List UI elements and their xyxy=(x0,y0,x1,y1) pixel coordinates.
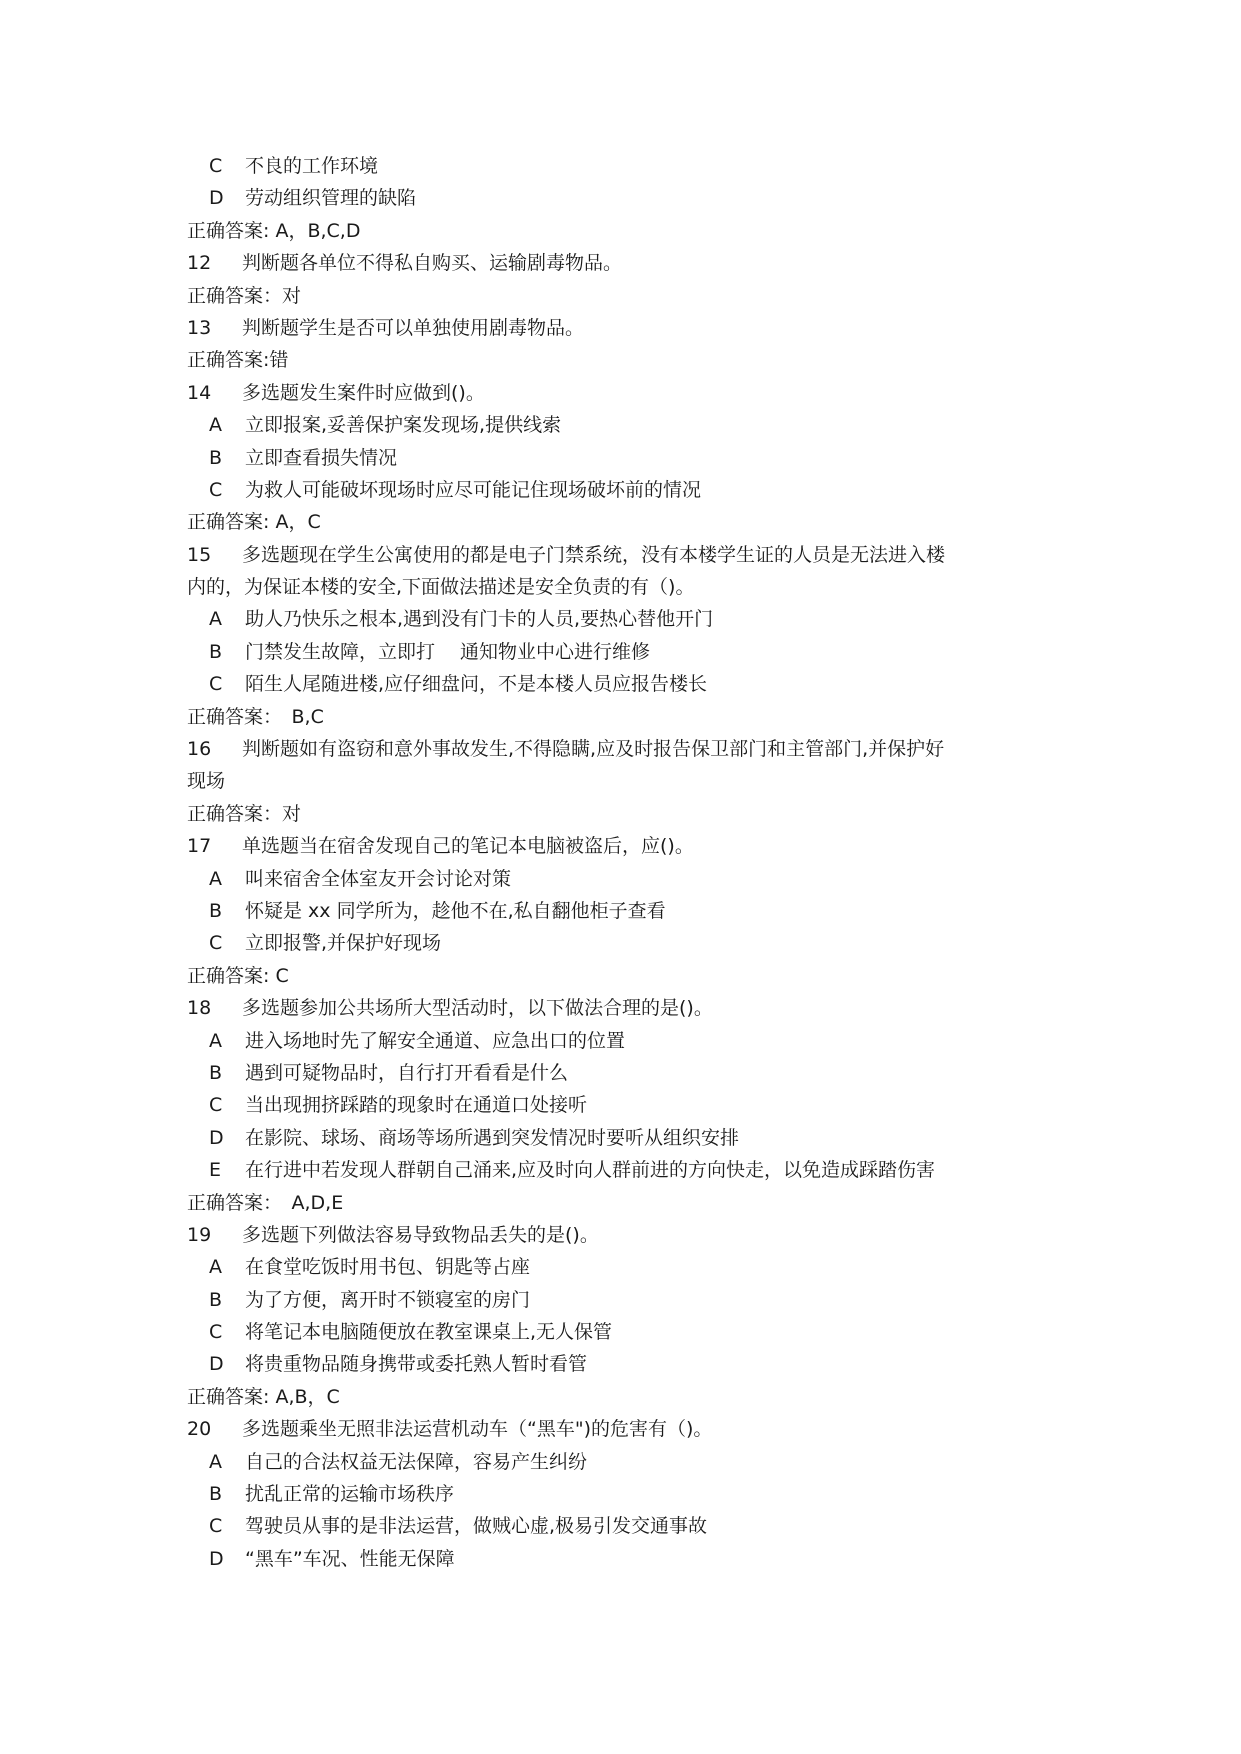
answer-option xyxy=(187,1122,1057,1154)
correct-answer: 正确答案： B,C xyxy=(187,705,324,728)
question-text: 判断题学生是否可以单独使用剧毒物品。 xyxy=(242,316,585,339)
correct-answer: 正确答案:错 xyxy=(187,349,289,372)
option-text: 陌生人尾随进楼,应仔细盘问，不是本楼人员应报告楼长 xyxy=(245,673,708,696)
option-letter: B xyxy=(209,899,223,922)
option-letter: B xyxy=(209,1483,223,1506)
question-number: 17 xyxy=(187,835,212,858)
option-letter: C xyxy=(209,478,223,501)
question-text: 多选题现在学生公寓使用的都是电子门禁系统，没有本楼学生证的人员是无法进入楼 xyxy=(242,543,946,566)
option-letter: B xyxy=(209,1288,223,1311)
option-text: 怀疑是 xx 同学所为，趁他不在,私自翻他柜子查看 xyxy=(245,899,666,922)
question-number: 14 xyxy=(187,381,212,404)
answer-option xyxy=(187,1057,1057,1089)
answer-option xyxy=(187,1478,1057,1510)
option-letter: A xyxy=(209,414,222,437)
question-text: 多选题乘坐无照非法运营机动车（“黑车")的危害有（)。 xyxy=(242,1418,713,1441)
document-page xyxy=(187,150,1057,1575)
answer-option xyxy=(187,927,1057,959)
option-letter: D xyxy=(209,1353,224,1376)
option-text: 将贵重物品随身携带或委托熟人暂时看管 xyxy=(245,1353,588,1376)
question-text: 多选题参加公共场所大型活动时，以下做法合理的是()。 xyxy=(242,997,713,1020)
option-text: 自己的合法权益无法保障，容易产生纠纷 xyxy=(245,1450,588,1473)
option-text: 立即报警,并保护好现场 xyxy=(245,932,442,955)
option-text: 不良的工作环境 xyxy=(245,155,379,177)
option-text: 为救人可能破坏现场时应尽可能记住现场破坏前的情况 xyxy=(245,478,702,501)
option-letter: D xyxy=(209,1126,224,1149)
answer-option xyxy=(187,474,1057,506)
question-line xyxy=(187,377,1057,409)
option-letter: B xyxy=(209,640,223,663)
answer-option xyxy=(187,1154,1057,1186)
answer-option xyxy=(187,636,1057,668)
option-letter: B xyxy=(209,446,223,469)
option-text: 遇到可疑物品时，自行打开看看是什么 xyxy=(245,1061,569,1084)
option-letter: D xyxy=(209,1547,224,1570)
question-line xyxy=(187,247,1057,279)
option-text: 进入场地时先了解安全通道、应急出口的位置 xyxy=(245,1029,626,1052)
option-letter: E xyxy=(209,1159,222,1182)
answer-option xyxy=(187,1089,1057,1121)
answer-option xyxy=(187,1316,1057,1348)
correct-answer: 正确答案: A，B,C,D xyxy=(187,219,361,242)
question-text-continued: 内的，为保证本楼的安全,下面做法描述是安全负责的有（)。 xyxy=(187,576,695,599)
answer-option xyxy=(187,1446,1057,1478)
correct-answer: 正确答案：对 xyxy=(187,802,302,825)
question-line xyxy=(187,830,1057,862)
answer-option xyxy=(187,1543,1057,1575)
option-letter: C xyxy=(209,1094,223,1117)
answer-option xyxy=(187,895,1057,927)
question-line xyxy=(187,1413,1057,1445)
option-letter: A xyxy=(209,1256,222,1279)
correct-answer: 正确答案： A,D,E xyxy=(187,1191,344,1214)
option-text: 当出现拥挤踩踏的现象时在通道口处接听 xyxy=(245,1094,588,1117)
option-text: 叫来宿舍全体室友开会讨论对策 xyxy=(245,867,512,890)
correct-answer: 正确答案: C xyxy=(187,964,289,987)
question-text: 判断题如有盗窃和意外事故发生,不得隐瞒,应及时报告保卫部门和主管部门,并保护好 xyxy=(242,738,945,761)
answer-option xyxy=(187,150,1057,182)
option-text: 劳动组织管理的缺陷 xyxy=(245,187,417,210)
option-text: 在食堂吃饭时用书包、钥匙等占座 xyxy=(245,1256,531,1279)
option-letter: C xyxy=(209,932,223,955)
option-letter: B xyxy=(209,1061,223,1084)
option-text: 在影院、球场、商场等场所遇到突发情况时要听从组织安排 xyxy=(245,1126,740,1149)
option-text: “黑车”车况、性能无保障 xyxy=(245,1547,455,1570)
option-text: 驾驶员从事的是非法运营，做贼心虚,极易引发交通事故 xyxy=(245,1515,708,1538)
answer-option xyxy=(187,1251,1057,1283)
option-text: 将笔记本电脑随便放在教室课桌上,无人保管 xyxy=(245,1321,613,1344)
answer-option xyxy=(187,603,1057,635)
question-line xyxy=(187,992,1057,1024)
answer-option xyxy=(187,668,1057,700)
option-text: 立即查看损失情况 xyxy=(245,446,398,469)
question-number: 15 xyxy=(187,543,212,566)
question-line xyxy=(187,1219,1057,1251)
correct-answer: 正确答案: A,B，C xyxy=(187,1385,340,1408)
question-line xyxy=(187,733,1057,765)
correct-answer: 正确答案: A，C xyxy=(187,511,321,534)
option-text: 扰乱正常的运输市场秩序 xyxy=(245,1483,455,1506)
question-number: 18 xyxy=(187,997,212,1020)
option-letter: D xyxy=(209,187,224,210)
question-text: 多选题下列做法容易导致物品丢失的是()。 xyxy=(242,1223,599,1246)
answer-option xyxy=(187,1348,1057,1380)
answer-option xyxy=(187,1510,1057,1542)
answer-option xyxy=(187,409,1057,441)
question-text-continued: 现场 xyxy=(187,770,226,793)
correct-answer: 正确答案：对 xyxy=(187,284,302,307)
option-letter: A xyxy=(209,608,222,631)
option-text: 在行进中若发现人群朝自己涌来,应及时向人群前进的方向快走，以免造成踩踏伤害 xyxy=(245,1159,936,1182)
option-text: 助人乃快乐之根本,遇到没有门卡的人员,要热心替他开门 xyxy=(245,608,714,631)
question-text: 单选题当在宿舍发现自己的笔记本电脑被盗后，应()。 xyxy=(242,835,694,858)
option-letter: A xyxy=(209,867,222,890)
question-number: 12 xyxy=(187,252,212,275)
answer-option xyxy=(187,863,1057,895)
option-letter: C xyxy=(209,155,223,177)
question-number: 19 xyxy=(187,1223,212,1246)
option-text: 立即报案,妥善保护案发现场,提供线索 xyxy=(245,414,562,437)
answer-option xyxy=(187,1284,1057,1316)
question-number: 13 xyxy=(187,316,212,339)
answer-option xyxy=(187,1025,1057,1057)
question-number: 16 xyxy=(187,738,212,761)
option-letter: A xyxy=(209,1450,222,1473)
answer-option xyxy=(187,182,1057,214)
option-letter: A xyxy=(209,1029,222,1052)
question-line xyxy=(187,539,1057,571)
option-letter: C xyxy=(209,1321,223,1344)
question-text: 多选题发生案件时应做到()。 xyxy=(242,381,485,404)
question-number: 20 xyxy=(187,1418,212,1441)
option-text: 门禁发生故障，立即打 通知物业中心进行维修 xyxy=(245,640,651,663)
question-line xyxy=(187,312,1057,344)
question-text: 判断题各单位不得私自购买、运输剧毒物品。 xyxy=(242,252,623,275)
option-letter: C xyxy=(209,1515,223,1538)
answer-option xyxy=(187,442,1057,474)
option-text: 为了方便，离开时不锁寝室的房门 xyxy=(245,1288,531,1311)
option-letter: C xyxy=(209,673,223,696)
